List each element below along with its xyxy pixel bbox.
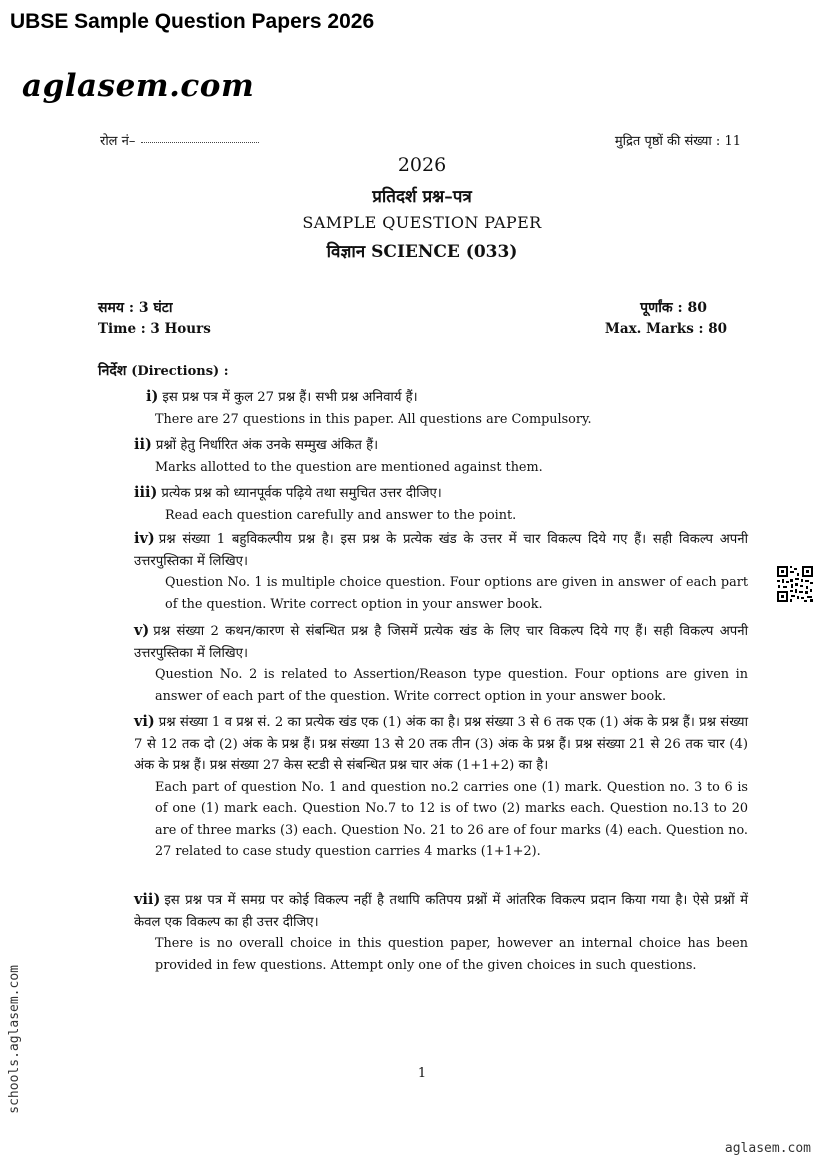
item-number: vii) bbox=[134, 891, 161, 908]
exam-year: 2026 bbox=[397, 154, 447, 176]
roll-number-label: रोल नं– bbox=[100, 134, 136, 149]
item-number: iii) bbox=[134, 484, 158, 501]
printed-pages-count: मुद्रित पृष्ठों की संख्या : 11 bbox=[614, 134, 741, 149]
item-text-english: Read each question carefully and answer to the point. bbox=[165, 507, 517, 523]
direction-item-6 bbox=[134, 711, 748, 863]
item-text-english: Marks allotted to the question are mentioned against them. bbox=[155, 459, 543, 475]
item-number: vi) bbox=[134, 713, 155, 730]
directions-english: (Directions) : bbox=[131, 364, 229, 379]
item-text-hindi: प्रत्येक प्रश्न को ध्यानपूर्वक पढ़िये तथा समुचित उत्तर दीजिए। bbox=[161, 486, 442, 501]
item-text-hindi: प्रश्न संख्या 2 कथन/कारण से संबन्धित प्रश्न है जिसमें प्रत्येक खंड के लिए चार विकल्प दिये गए हैं। सही विकल्प अपनी उत्तरपुस्तिका में लिखिए। bbox=[134, 624, 748, 661]
footer-url[interactable]: aglasem.com bbox=[724, 1141, 811, 1156]
item-number: v) bbox=[134, 622, 150, 639]
item-text-hindi: प्रश्नों हेतु निर्धारित अंक उनके सम्मुख अंकित हैं। bbox=[155, 438, 379, 453]
item-text-hindi: इस प्रश्न पत्र में कुल 27 प्रश्न हैं। सभी प्रश्न अनिवार्य हैं। bbox=[162, 390, 418, 405]
max-marks-english: Max. Marks : 80 bbox=[604, 321, 727, 337]
item-number: iv) bbox=[134, 530, 155, 547]
direction-item-4 bbox=[134, 528, 748, 615]
site-logo[interactable]: aglasem.com bbox=[22, 68, 255, 104]
roll-number-field bbox=[100, 131, 259, 149]
direction-item-3 bbox=[134, 482, 748, 526]
direction-item-5 bbox=[134, 620, 748, 707]
item-text-english: Each part of question No. 1 and question no.2 carries one (1) mark. Question no. 3 to 6 is of one (1) mark each. Question No.7 to 12 is of two (2) marks each. Question no.13 to 20 are of three marks (3) each. Question No. 21 to 26 are of four marks (4) each. Question no. 27 related to case study question carries 4 marks (1+1+2). bbox=[155, 779, 748, 859]
direction-item-2 bbox=[134, 434, 748, 478]
side-watermark-url bbox=[7, 965, 27, 1155]
roll-number-blank bbox=[141, 142, 259, 143]
directions-heading bbox=[98, 361, 229, 380]
item-number: i) bbox=[146, 388, 159, 405]
item-text-english: Question No. 1 is multiple choice question. Four options are given in answer of each part of the question. Write correct option in your answer book. bbox=[165, 575, 748, 612]
item-number: ii) bbox=[134, 436, 152, 453]
item-text-english: There are 27 questions in this paper. All questions are Compulsory. bbox=[155, 411, 592, 427]
item-text-hindi: इस प्रश्न पत्र में समग्र पर कोई विकल्प नहीं है तथापि कतिपय प्रश्नों में आंतरिक विकल्प प्रदान किया गया है। ऐसे प्रश्नों में केवल एक विकल्प का ही उत्तर दीजिए। bbox=[134, 893, 748, 930]
item-text-hindi: प्रश्न संख्या 1 बहुविकल्पीय प्रश्न है। इस प्रश्न के प्रत्येक खंड के उत्तर में चार विकल्प दिये गए हैं। सही विकल्प अपनी उत्तरपुस्तिका में लिखिए। bbox=[134, 532, 748, 569]
direction-item-7 bbox=[134, 889, 748, 976]
qr-code-icon[interactable] bbox=[776, 565, 814, 603]
subject-title: विज्ञान SCIENCE (033) bbox=[326, 242, 518, 262]
page-number: 1 bbox=[417, 1066, 427, 1081]
directions-hindi: निर्देश bbox=[98, 363, 127, 379]
time-english: Time : 3 Hours bbox=[98, 321, 211, 337]
paper-title-hindi: प्रतिदर्श प्रश्न–पत्र bbox=[372, 187, 472, 207]
side-url-text: schools.aglasem.com bbox=[7, 965, 22, 1114]
item-text-english: There is no overall choice in this question paper, however an internal choice has been provided in few questions. Attempt only one of the given choices in such questions. bbox=[155, 936, 748, 973]
time-hindi: समय : 3 घंटा bbox=[98, 300, 173, 316]
banner-title: UBSE Sample Question Papers 2026 bbox=[10, 10, 375, 33]
item-text-hindi: प्रश्न संख्या 1 व प्रश्न सं. 2 का प्रत्येक खंड एक (1) अंक का है। प्रश्न संख्या 3 से 6 तक एक (1) अंक के प्रश्न हैं। प्रश्न संख्या 7 से 12 तक दो (2) अंक के प्रश्न हैं। प्रश्न संख्या 13 से 20 तक तीन (3) अंक के प्रश्न हैं। प्रश्न संख्या 21 से 26 तक चार (4) अंक के प्रश्न हैं। प्रश्न संख्या 27 केस स्टडी से संबन्धित प्रश्न चार अंक (1+1+2) का है। bbox=[134, 715, 748, 773]
paper-title-english: SAMPLE QUESTION PAPER bbox=[302, 213, 542, 232]
max-marks-hindi: पूर्णांक : 80 bbox=[640, 300, 707, 316]
item-text-english: Question No. 2 is related to Assertion/Reason type question. Four options are given in answer of each part of the question. Write correct option in your answer book. bbox=[155, 667, 748, 704]
direction-item-1 bbox=[146, 386, 748, 430]
